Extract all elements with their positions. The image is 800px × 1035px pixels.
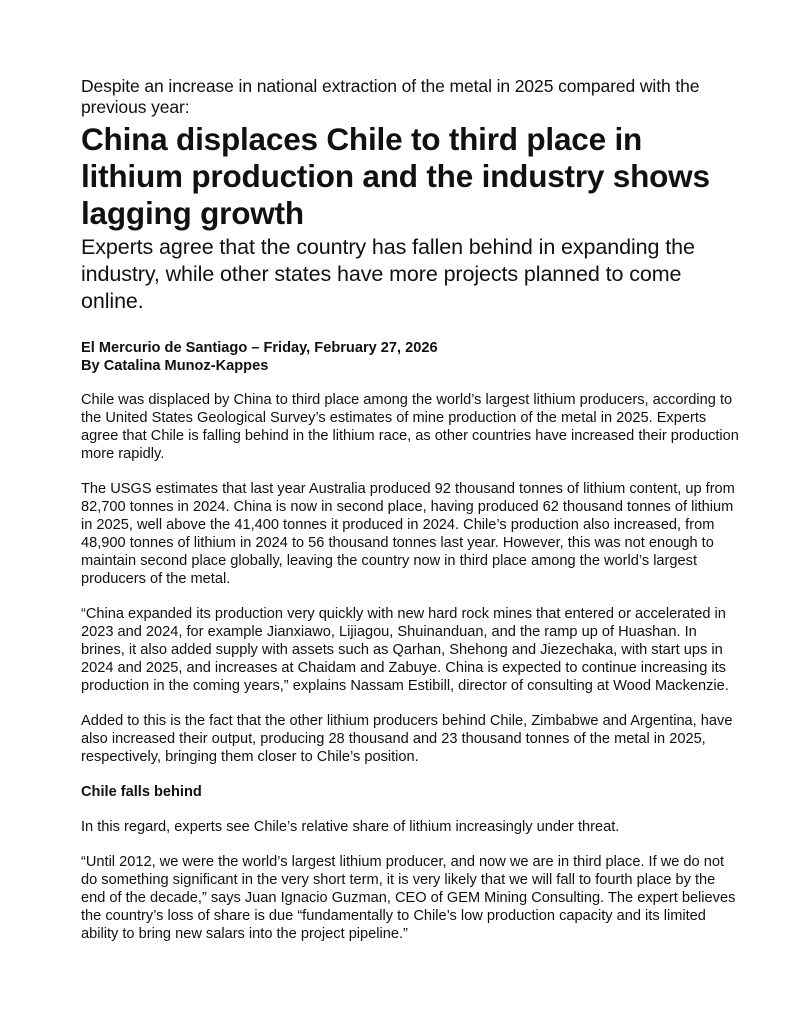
body-paragraph: In this regard, experts see Chile’s relative share of lithium increasingly under threat. [81, 819, 620, 835]
article-body [81, 391, 741, 943]
section-subheading: Chile falls behind [81, 784, 202, 800]
article-deck: Experts agree that the country has fallen behind in expanding the industry, while other states have more projects planned to come online. [81, 235, 695, 313]
article-headline: China displaces Chile to third place in lithium production and the industry shows lagging growth [81, 121, 710, 231]
body-paragraph: Added to this is the fact that the other lithium producers behind Chile, Zimbabwe and Argentina, have also increased their output, producing 28 thousand and 23 thousand tonnes of the metal in 2025, respectively, bringing them closer to Chile’s position. [81, 713, 733, 765]
article-kicker: Despite an increase in national extraction of the metal in 2025 compared with the previous year: [81, 76, 700, 117]
body-paragraph: “China expanded its production very quickly with new hard rock mines that entered or accelerated in 2023 and 2024, for example Jianxiawo, Lijiagou, Shuinanduan, and the ramp up of Huashan. In brines, it also added supply with assets such as Qarhan, Shehong and Jiezechaka, with start ups in 2024 and 2025, and increases at Chaidam and Zabuye. China is expected to continue increasing its production in the coming years,” explains Nassam Estibill, director of consulting at Wood Mackenzie. [81, 606, 729, 694]
article [81, 76, 741, 960]
body-paragraph: “Until 2012, we were the world’s largest lithium producer, and now we are in third place. If we do not do something significant in the very short term, it is very likely that we will fall to fourth place by the end of the decade,” says Juan Ignacio Guzman, CEO of GEM Mining Consulting. The expert believes the country’s loss of share is due “fundamentally to Chile’s low production capacity and its limited ability to bring new salars into the project pipeline.” [81, 854, 736, 942]
body-paragraph: Chile was displaced by China to third place among the world’s largest lithium producers, according to the United States Geological Survey’s estimates of mine production of the metal in 2025. Experts agree that Chile is falling behind in the lithium race, as other countries have increased their production more rapidly. [81, 392, 739, 462]
author-byline: By Catalina Munoz-Kappes [81, 358, 269, 374]
byline-block [81, 339, 741, 375]
dateline: El Mercurio de Santiago – Friday, February 27, 2026 [81, 340, 438, 356]
body-paragraph: The USGS estimates that last year Australia produced 92 thousand tonnes of lithium content, up from 82,700 tonnes in 2024. China is now in second place, having produced 62 thousand tonnes of lithium in 2025, well above the 41,400 tonnes it produced in 2024. Chile’s production also increased, from 48,900 tonnes of lithium in 2024 to 56 thousand tonnes last year. However, this was not enough to maintain second place globally, leaving the country now in third place among the world’s largest producers of the metal. [81, 481, 735, 587]
